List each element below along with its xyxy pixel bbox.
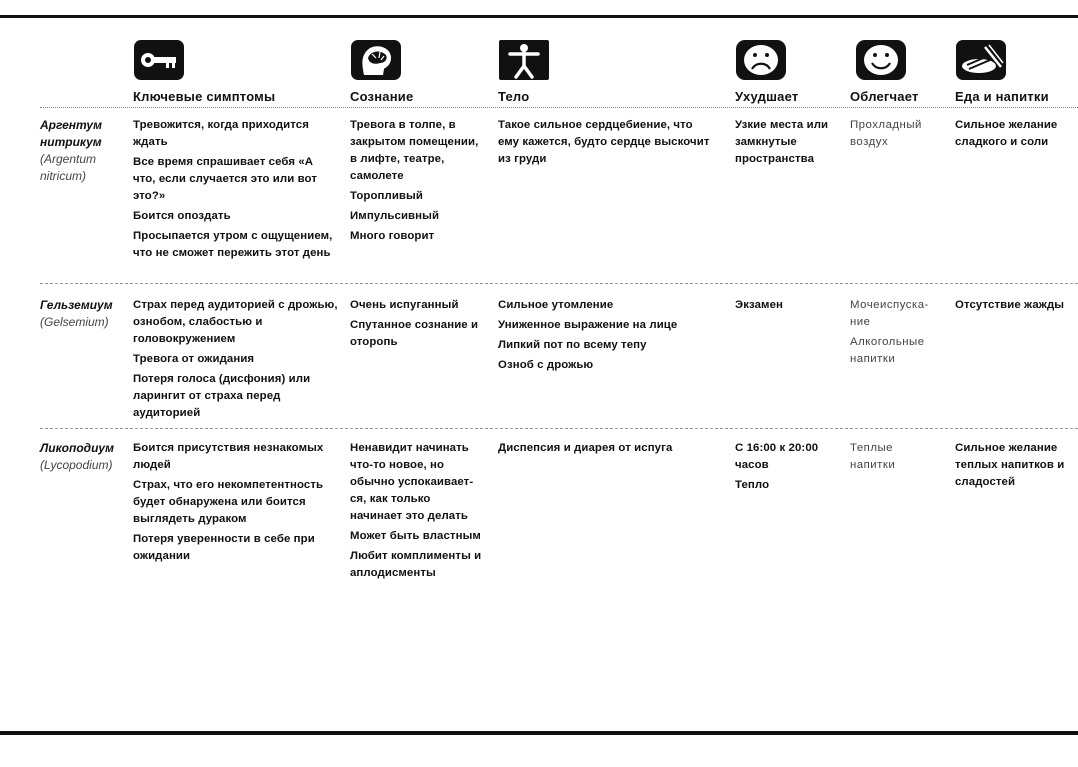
list-item: Ненавидит начинать что-то новое, но обычно успокаивается, как только начинает это делать [350,442,474,522]
list-item: Тревога от ожидания [133,353,255,365]
column-header: Сознание [350,89,414,104]
remedy-name-cell [40,117,126,185]
list-item: Озноб с дрожью [498,359,594,371]
list-item: Тепло [735,479,770,491]
remedy-latin-name: (Gelsemium) [40,315,109,329]
list-item: Диспепсия и диарея от испуга [498,442,673,454]
list-item: Такое сильное сердцебиение, что ему кажется, будто сердце выскочит из груди [498,119,710,165]
list-item: Может быть властным [350,530,481,542]
list-item: Страх перед аудиторией с дрожью, ознобом, слабостью и головокружением [133,299,338,345]
remedy-name: Аргентум нитрикум [40,118,102,149]
list-item: Страх, что его некомпетентность будет обнаружена или боится выглядеть дураком [133,479,324,525]
list-item: Любит комплименты и аплодисменты [350,550,482,579]
sad-face-icon [735,39,787,81]
remedy-latin-name: (Lycopodium) [40,458,113,472]
remedy-name: Гельземиум [40,298,113,312]
worse-cell [735,297,840,317]
list-item: Липкий пот по всему тепу [498,339,647,351]
column-header: Ключевые симптомы [133,89,276,104]
better-cell [850,297,940,371]
bottom-rule [0,731,1078,735]
key-symptoms-cell [133,440,338,568]
list-item: Сильное желание теплых напитков и сладостей [955,442,1065,488]
list-item: Все время спрашивает себя «А что, если случается это или вот это?» [133,156,318,202]
food-cell [955,117,1073,154]
better-cell [850,117,940,154]
list-item: Узкие места или замкнутые пространства [735,119,829,165]
list-item: Отсутствие жажды [955,299,1065,311]
list-item: Сильное утомление [498,299,614,311]
top-rule [0,15,1078,18]
list-item: Униженное выражение на лице [498,319,678,331]
list-item: Экзамен [735,299,783,311]
remedy-name: Ликоподиум [40,441,114,455]
body-cell [498,440,713,460]
food-icon [955,39,1007,81]
list-item: Очень испуганный [350,299,459,311]
list-item: Торопливый [350,190,423,202]
row-divider [40,428,1078,429]
remedy-name-cell [40,297,126,331]
list-item: Боится присутствия незнакомых людей [133,442,324,471]
worse-cell [735,440,840,497]
list-item: Алкогольные напитки [850,336,925,365]
list-item: Потеря уверенности в себе при ожидании [133,533,315,562]
mind-cell [350,297,485,354]
list-item: Потеря голоса (дисфония) или ларингит от страха перед аудиторией [133,373,311,419]
list-item: Тревожится, когда приходится ждать [133,119,309,148]
list-item: Теплые напитки [850,442,896,471]
column-header: Облегчает [850,89,919,104]
body-cell [498,297,713,377]
food-cell [955,440,1073,494]
remedy-name-cell [40,440,126,474]
list-item: Прохладный воздух [850,119,922,148]
list-item: Сильное желание сладкого и соли [955,119,1058,148]
row-divider [40,283,1078,284]
key-icon [133,39,185,81]
mind-cell [350,117,485,248]
food-cell [955,297,1073,317]
header-divider [40,107,1078,108]
column-header: Ухудшает [735,89,799,104]
human-figure-icon [498,39,550,81]
column-header: Еда и напитки [955,89,1049,104]
list-item: Мочеиспускание [850,299,929,328]
list-item: Импульсивный [350,210,440,222]
list-item: Просыпается утром с ощущением, что не сможет пережить этот день [133,230,333,259]
worse-cell [735,117,840,171]
brain-icon [350,39,402,81]
better-cell [850,440,940,477]
list-item: Много говорит [350,230,435,242]
key-symptoms-cell [133,297,338,425]
mind-cell [350,440,485,585]
list-item: Спутанное сознание и оторопь [350,319,479,348]
key-symptoms-cell [133,117,338,265]
remedy-latin-name: (Argentum nitricum) [40,152,97,183]
smiley-face-icon [855,39,907,81]
list-item: Тревога в толпе, в закрытом помещении, в лифте, театре, самолете [350,119,479,182]
list-item: Боится опоздать [133,210,231,222]
body-cell [498,117,713,171]
list-item: С 16:00 к 20:00 часов [735,442,819,471]
column-header: Тело [498,89,530,104]
